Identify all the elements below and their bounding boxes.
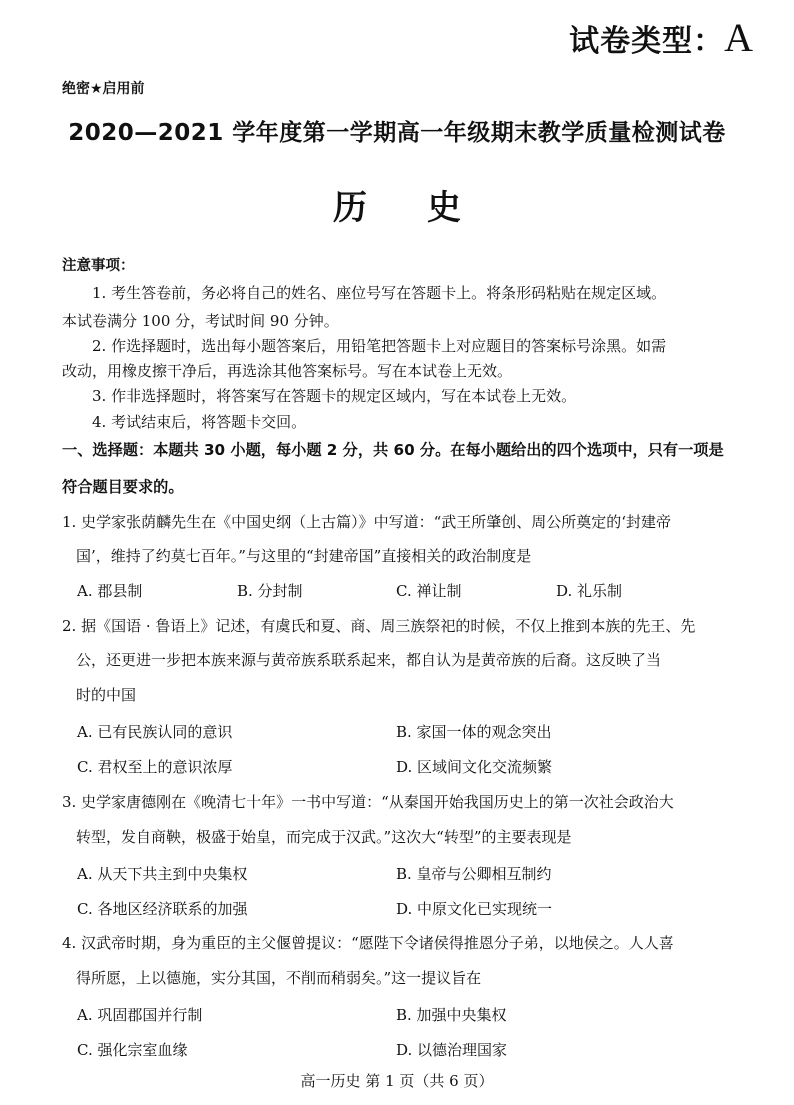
option-a: A. 郡县制 [77,582,143,600]
option-c: C. 禅让制 [396,582,462,600]
note-line: 本试卷满分 100 分，考试时间 90 分钟。 [62,312,339,330]
option-c: C. 各地区经济联系的加强 [77,900,248,918]
question-1-text: 国’，维持了约莫七百年。”与这里的“封建帝国”直接相关的政治制度是 [76,547,532,565]
option-b: B. 分封制 [237,582,303,600]
note-line: 改动，用橡皮擦干净后，再选涂其他答案标号。写在本试卷上无效。 [62,362,513,380]
subject-title [0,180,794,229]
question-3-text: 转型，发自商鞅，极盛于始皇，而完成于汉武。”这次大“转型”的主要表现是 [76,828,572,846]
question-3-text: 3. 史学家唐德刚在《晚清七十年》一书中写道：“从秦国开始我国历史上的第一次社会政治大 [62,793,674,811]
subject-char-2: 史 [427,188,461,228]
paper-type-text: 试卷类型： [569,24,725,59]
option-a: A. 巩固郡国并行制 [77,1006,203,1024]
question-4-text: 得所愿，上以德施，实分其国，不削而稍弱矣。”这一提议旨在 [76,969,482,987]
confidential-mark: 绝密★启用前 [62,81,145,97]
option-d: D. 中原文化已实现统一 [396,900,553,918]
note-line: 3. 作非选择题时，将答案写在答题卡的规定区域内，写在本试卷上无效。 [92,387,577,405]
question-2-text: 公，还更进一步把本族来源与黄帝族系联系起来，都自认为是黄帝族的后裔。这反映了当 [76,651,662,669]
question-4-text: 4. 汉武帝时期，身为重臣的主父偃曾提议：“愿陛下令诸侯得推恩分子弟，以地侯之。人人喜 [62,934,674,952]
notes-heading: 注意事项： [62,258,135,274]
note-line: 4. 考试结束后，将答题卡交回。 [92,413,307,431]
subject-char-1: 历 [333,188,367,228]
option-a: A. 从天下共主到中央集权 [77,865,248,883]
section-heading: 一、选择题：本题共 30 小题，每小题 2 分，共 60 分。在每小题给出的四个选项中，只有一项是 [62,441,724,459]
note-line: 1. 考生答卷前，务必将自己的姓名、座位号写在答题卡上。将条形码粘贴在规定区域。 [92,284,667,302]
question-2-text: 2. 据《国语 · 鲁语上》记述，有虞氏和夏、商、周三族祭祀的时候，不仅上推到本族的先王、先 [62,617,696,635]
option-d: D. 以德治理国家 [396,1041,508,1059]
option-c: C. 君权至上的意识浓厚 [77,758,233,776]
option-c: C. 强化宗室血缘 [77,1041,188,1059]
paper-type-label [569,14,754,61]
option-b: B. 加强中央集权 [396,1006,507,1024]
option-d: D. 区域间文化交流频繁 [396,758,553,776]
option-b: B. 家国一体的观念突出 [396,723,552,741]
note-line: 2. 作选择题时，选出每小题答案后，用铅笔把答题卡上对应题目的答案标号涂黑。如需 [92,337,667,355]
question-1-text: 1. 史学家张荫麟先生在《中国史纲（上古篇）》中写道：“武王所肇创、周公所奠定的‘封建帝 [62,513,672,531]
page-footer: 高一历史 第 1 页（共 6 页） [300,1072,494,1090]
paper-type-letter: A [724,15,754,60]
option-a: A. 已有民族认同的意识 [77,723,233,741]
section-heading-cont: 符合题目要求的。 [62,478,184,496]
option-d: D. 礼乐制 [556,582,623,600]
question-2-text: 时的中国 [76,686,137,704]
exam-title: 2020—2021 学年度第一学期高一年级期末教学质量检测试卷 [68,120,726,146]
option-b: B. 皇帝与公卿相互制约 [396,865,552,883]
